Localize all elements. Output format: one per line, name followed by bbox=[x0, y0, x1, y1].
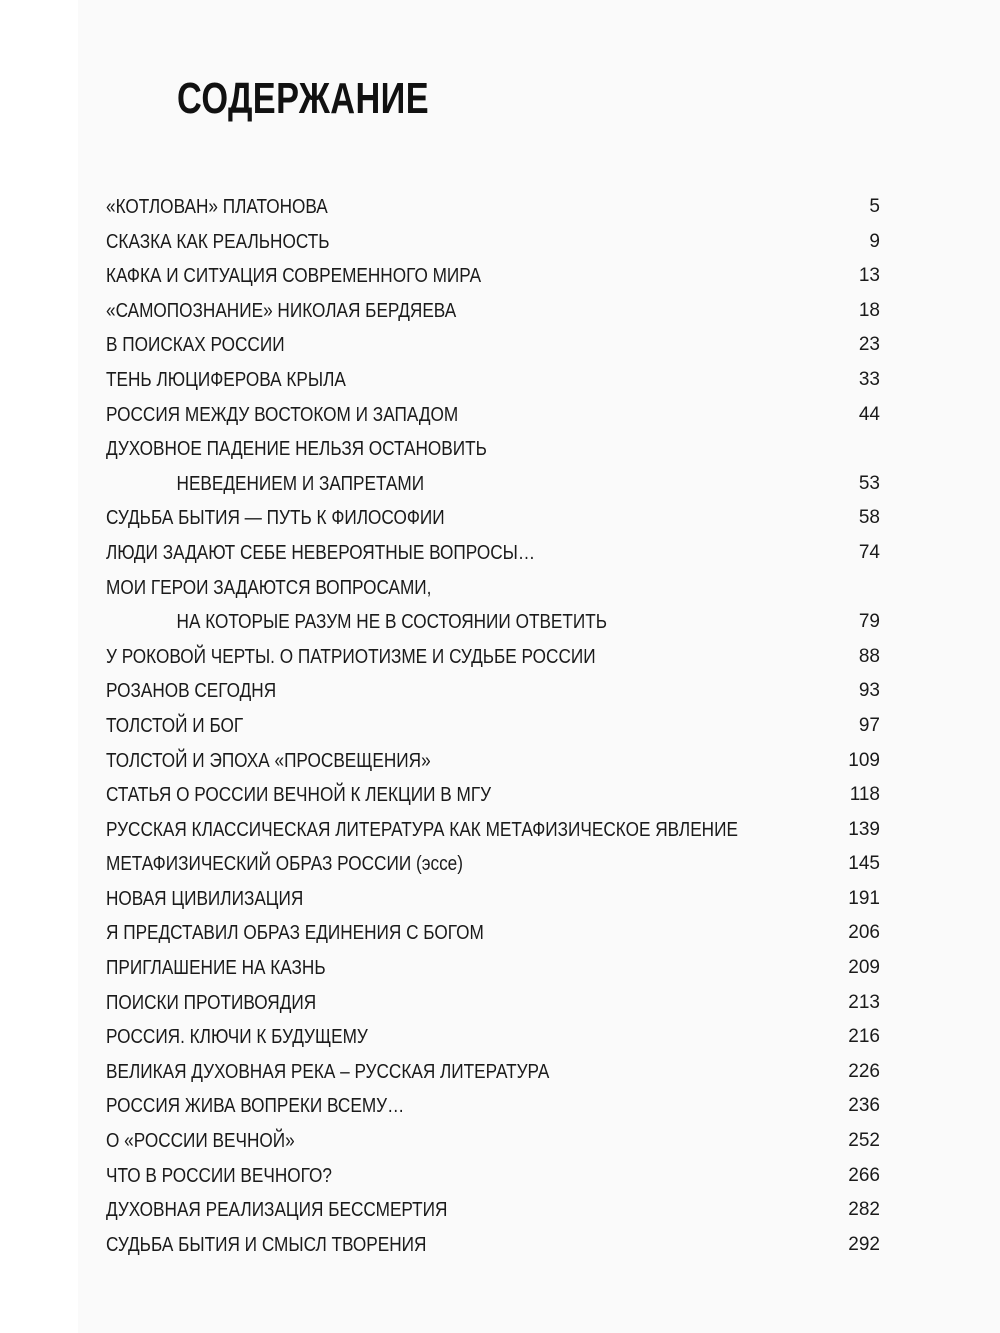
toc-entry-title-line: Я ПРЕДСТАВИЛ ОБРАЗ ЕДИНЕНИЯ С БОГОМ bbox=[106, 922, 484, 945]
toc-entry-title bbox=[106, 501, 772, 536]
toc-entry-title-line: РОССИЯ ЖИВА ВОПРЕКИ ВСЕМУ… bbox=[106, 1095, 405, 1118]
toc-entry-title-line: У РОКОВОЙ ЧЕРТЫ. О ПАТРИОТИЗМЕ И СУДЬБЕ РОССИИ bbox=[106, 645, 596, 668]
toc-entry bbox=[106, 916, 880, 951]
toc-entry-title-line: СТАТЬЯ О РОССИИ ВЕЧНОЙ К ЛЕКЦИИ В МГУ bbox=[106, 784, 492, 807]
toc-entry-title bbox=[106, 1089, 772, 1124]
toc-entry-title bbox=[106, 778, 772, 813]
toc-entry-page-number: 33 bbox=[858, 368, 880, 390]
toc-entry-page-number: 109 bbox=[848, 749, 880, 771]
toc-entry-title bbox=[106, 986, 772, 1021]
toc-entry-page-number: 145 bbox=[848, 853, 880, 875]
toc-entry bbox=[106, 1228, 880, 1263]
toc-entry-title-line: ТОЛСТОЙ И ЭПОХА «ПРОСВЕЩЕНИЯ» bbox=[106, 749, 431, 772]
toc-entry-title bbox=[106, 294, 772, 329]
toc-entry-title bbox=[106, 259, 772, 294]
toc-entry-page-number: 226 bbox=[848, 1060, 880, 1082]
toc-entry bbox=[106, 328, 880, 363]
toc-entry bbox=[106, 882, 880, 917]
toc-entry-page-number: 18 bbox=[858, 299, 880, 321]
toc-entry-title bbox=[106, 1193, 772, 1228]
toc-entry-title-line: ТЕНЬ ЛЮЦИФЕРОВА КРЫЛА bbox=[106, 368, 346, 391]
toc-entry bbox=[106, 640, 880, 675]
toc-entry-page-number: 74 bbox=[858, 541, 880, 563]
toc-entry-page-number: 209 bbox=[848, 957, 880, 979]
toc-entry-title bbox=[106, 813, 772, 848]
toc-entry-title-line: ПРИГЛАШЕНИЕ НА КАЗНЬ bbox=[106, 957, 326, 980]
toc-entry-page-number: 282 bbox=[848, 1199, 880, 1221]
toc-entry bbox=[106, 674, 880, 709]
toc-entry-title-line: «САМОПОЗНАНИЕ» НИКОЛАЯ БЕРДЯЕВА bbox=[106, 299, 457, 322]
toc-entry-title-line: В ПОИСКАХ РОССИИ bbox=[106, 334, 285, 357]
toc-entry bbox=[106, 1020, 880, 1055]
toc-entry bbox=[106, 709, 880, 744]
toc-entry-title-line: СУДЬБА БЫТИЯ — ПУТЬ К ФИЛОСОФИИ bbox=[106, 507, 445, 530]
toc-entry bbox=[106, 536, 880, 571]
toc-entry bbox=[106, 778, 880, 813]
toc-entry-page-number: 206 bbox=[848, 922, 880, 944]
toc-entry-title bbox=[106, 951, 772, 986]
toc-entry-page-number: 213 bbox=[848, 991, 880, 1013]
toc-entry-title-line: ДУХОВНОЕ ПАДЕНИЕ НЕЛЬЗЯ ОСТАНОВИТЬ bbox=[106, 438, 487, 461]
toc-entry-page-number: 79 bbox=[858, 611, 880, 633]
toc-entry-page-number: 93 bbox=[858, 680, 880, 702]
toc-entry-title bbox=[106, 1020, 772, 1055]
toc-entry-title bbox=[106, 916, 772, 951]
toc-entry-title bbox=[106, 709, 772, 744]
toc-entry-title bbox=[106, 536, 772, 571]
toc-entry bbox=[106, 1193, 880, 1228]
toc-entry bbox=[106, 847, 880, 882]
toc-entry-page-number: 97 bbox=[858, 714, 880, 736]
toc-entry-title bbox=[106, 328, 772, 363]
toc-entry-title bbox=[106, 432, 772, 501]
toc-entry bbox=[106, 398, 880, 433]
toc-entry bbox=[106, 1089, 880, 1124]
toc-entry-page-number: 13 bbox=[858, 265, 880, 287]
toc-entry-title-continuation: НА КОТОРЫЕ РАЗУМ НЕ В СОСТОЯНИИ ОТВЕТИТЬ bbox=[176, 611, 608, 634]
toc-entry-page-number: 236 bbox=[848, 1095, 880, 1117]
toc-entry-title-line: РУССКАЯ КЛАССИЧЕСКАЯ ЛИТЕРАТУРА КАК МЕТАФИЗИЧЕСКОЕ ЯВЛЕНИЕ bbox=[106, 818, 738, 841]
toc-entry-page-number: 23 bbox=[858, 334, 880, 356]
toc-entry-title-line: МЕТАФИЗИЧЕСКИЙ ОБРАЗ РОССИИ (эссе) bbox=[106, 853, 463, 876]
toc-entry bbox=[106, 432, 880, 501]
toc-entry-page-number: 9 bbox=[869, 230, 880, 252]
toc-entry-title-line: СКАЗКА КАК РЕАЛЬНОСТЬ bbox=[106, 230, 330, 253]
toc-entry bbox=[106, 190, 880, 225]
toc-entry-page-number: 53 bbox=[858, 472, 880, 494]
page-title: СОДЕРЖАНИЕ bbox=[177, 74, 430, 123]
toc-entry bbox=[106, 294, 880, 329]
toc-entry-title-line: РОССИЯ МЕЖДУ ВОСТОКОМ И ЗАПАДОМ bbox=[106, 403, 459, 426]
toc-entry-title bbox=[106, 571, 772, 640]
toc-entry bbox=[106, 363, 880, 398]
toc-entry-title bbox=[106, 225, 772, 260]
toc-entry-title-line: ДУХОВНАЯ РЕАЛИЗАЦИЯ БЕССМЕРТИЯ bbox=[106, 1199, 448, 1222]
page-edge bbox=[0, 0, 78, 1333]
toc-entry-title bbox=[106, 1228, 772, 1263]
toc-entry-title-line: ВЕЛИКАЯ ДУХОВНАЯ РЕКА – РУССКАЯ ЛИТЕРАТУРА bbox=[106, 1060, 550, 1083]
toc-entry bbox=[106, 744, 880, 779]
toc-entry bbox=[106, 1159, 880, 1194]
toc-entry-title-line: НОВАЯ ЦИВИЛИЗАЦИЯ bbox=[106, 887, 304, 910]
toc-entry bbox=[106, 1055, 880, 1090]
toc-entry-title bbox=[106, 1055, 772, 1090]
toc-entry-title bbox=[106, 744, 772, 779]
toc-entry-title bbox=[106, 363, 772, 398]
toc-entry bbox=[106, 571, 880, 640]
table-of-contents bbox=[106, 190, 880, 1262]
toc-entry-title-line: РОЗАНОВ СЕГОДНЯ bbox=[106, 680, 277, 703]
toc-entry bbox=[106, 501, 880, 536]
toc-entry bbox=[106, 813, 880, 848]
toc-entry-page-number: 5 bbox=[869, 196, 880, 217]
toc-entry-title bbox=[106, 398, 772, 433]
toc-entry-page-number: 292 bbox=[848, 1233, 880, 1255]
toc-entry-title bbox=[106, 190, 772, 225]
toc-entry-title-continuation: НЕВЕДЕНИЕМ И ЗАПРЕТАМИ bbox=[176, 472, 425, 495]
toc-entry-page-number: 266 bbox=[848, 1164, 880, 1186]
toc-entry-page-number: 252 bbox=[848, 1130, 880, 1152]
toc-entry bbox=[106, 225, 880, 260]
toc-entry-page-number: 58 bbox=[858, 507, 880, 529]
toc-entry bbox=[106, 986, 880, 1021]
toc-entry-title bbox=[106, 882, 772, 917]
toc-entry-title-line: СУДЬБА БЫТИЯ И СМЫСЛ ТВОРЕНИЯ bbox=[106, 1233, 427, 1256]
toc-entry-title-line: ЛЮДИ ЗАДАЮТ СЕБЕ НЕВЕРОЯТНЫЕ ВОПРОСЫ… bbox=[106, 541, 536, 564]
toc-entry-title-line: КАФКА И СИТУАЦИЯ СОВРЕМЕННОГО МИРА bbox=[106, 265, 482, 288]
toc-entry-page-number: 118 bbox=[849, 784, 880, 806]
toc-entry-title-line: МОИ ГЕРОИ ЗАДАЮТСЯ ВОПРОСАМИ, bbox=[106, 576, 432, 599]
toc-entry-title-line: ЧТО В РОССИИ ВЕЧНОГО? bbox=[106, 1164, 332, 1187]
toc-entry bbox=[106, 951, 880, 986]
toc-entry bbox=[106, 1124, 880, 1159]
toc-entry-title-line: ТОЛСТОЙ И БОГ bbox=[106, 714, 244, 737]
toc-entry-title-line: О «РОССИИ ВЕЧНОЙ» bbox=[106, 1130, 295, 1153]
toc-entry-title bbox=[106, 847, 772, 882]
toc-entry-title bbox=[106, 674, 772, 709]
toc-entry-page-number: 191 bbox=[848, 887, 880, 909]
toc-entry-page-number: 139 bbox=[848, 818, 880, 840]
toc-entry-title bbox=[106, 1124, 772, 1159]
toc-entry-title bbox=[106, 1159, 772, 1194]
toc-entry-title bbox=[106, 640, 772, 675]
toc-entry bbox=[106, 259, 880, 294]
toc-entry-title-line: «КОТЛОВАН» ПЛАТОНОВА bbox=[106, 196, 328, 218]
toc-entry-title-line: РОССИЯ. КЛЮЧИ К БУДУЩЕМУ bbox=[106, 1026, 368, 1049]
toc-entry-title-line: ПОИСКИ ПРОТИВОЯДИЯ bbox=[106, 991, 317, 1014]
toc-entry-page-number: 44 bbox=[858, 403, 880, 425]
toc-entry-page-number: 216 bbox=[848, 1026, 880, 1048]
toc-entry-page-number: 88 bbox=[858, 645, 880, 667]
